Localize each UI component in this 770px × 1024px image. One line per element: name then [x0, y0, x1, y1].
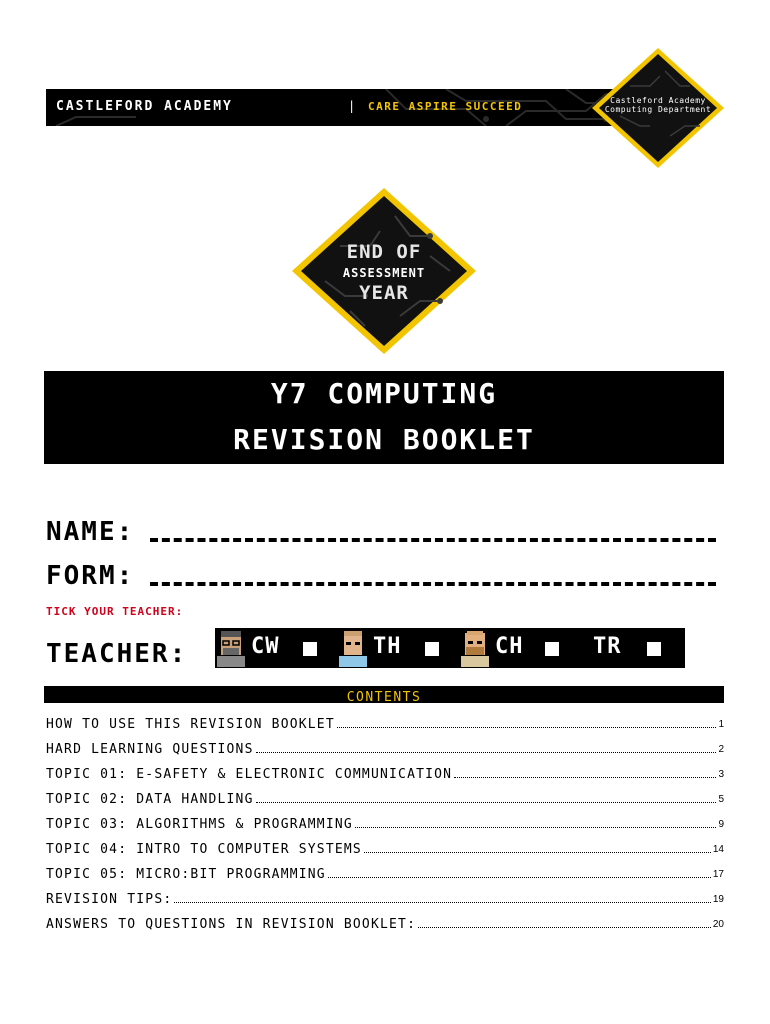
toc-item-title: REVISION TIPS: [46, 892, 173, 907]
teacher-tr-label: TR [593, 634, 622, 659]
teacher-th-label: TH [373, 634, 402, 659]
toc-item[interactable] [46, 807, 724, 832]
toc-item-title: TOPIC 02: DATA HANDLING [46, 792, 254, 807]
toc-item[interactable] [46, 707, 724, 732]
tick-instruction: TICK YOUR TEACHER: [46, 605, 184, 618]
school-name: CASTLEFORD ACADEMY [56, 99, 233, 114]
toc-item[interactable] [46, 782, 724, 807]
toc-item-title: HARD LEARNING QUESTIONS [46, 742, 254, 757]
title-line-2: REVISION BOOKLET [233, 423, 535, 456]
form-label: FORM: [46, 561, 135, 591]
toc-item-title: TOPIC 04: INTRO TO COMPUTER SYSTEMS [46, 842, 362, 857]
teacher-cw-checkbox[interactable] [303, 642, 317, 656]
toc-leader [418, 927, 711, 928]
teacher-avatar-th [337, 629, 369, 667]
toc-item-title: TOPIC 05: MICRO:BIT PROGRAMMING [46, 867, 326, 882]
toc-item-page: 14 [712, 844, 724, 855]
name-label: NAME: [46, 517, 135, 547]
contents-heading [44, 686, 724, 703]
toc-item-page: 3 [718, 769, 724, 780]
toc-leader [256, 752, 717, 753]
department-line-1: Castleford Academy [610, 96, 706, 105]
teacher-tr-checkbox[interactable] [647, 642, 661, 656]
toc-item-page: 1 [718, 719, 724, 730]
teacher-ch-label: CH [495, 634, 524, 659]
toc-item-title: TOPIC 01: E-SAFETY & ELECTRONIC COMMUNICATION [46, 767, 453, 782]
toc-item[interactable] [46, 757, 724, 782]
toc-item-title: HOW TO USE THIS REVISION BOOKLET [46, 717, 335, 732]
badge-line-2: ASSESSMENT [342, 266, 426, 280]
toc-item[interactable] [46, 732, 724, 757]
toc-leader [328, 877, 711, 878]
toc-item-page: 19 [712, 894, 724, 905]
toc-item[interactable] [46, 857, 724, 882]
teacher-label: TEACHER: [46, 639, 188, 669]
teacher-avatar-cw [215, 629, 247, 667]
table-of-contents [46, 707, 724, 932]
toc-item[interactable] [46, 907, 724, 932]
teacher-ch-checkbox[interactable] [545, 642, 559, 656]
toc-leader [364, 852, 711, 853]
teacher-avatar-ch [459, 629, 491, 667]
assessment-badge [290, 186, 478, 356]
toc-leader [454, 777, 716, 778]
badge-line-1: END OF [346, 241, 422, 263]
form-field[interactable] [150, 582, 716, 586]
toc-leader [174, 902, 711, 903]
teacher-th-checkbox[interactable] [425, 642, 439, 656]
toc-item[interactable] [46, 882, 724, 907]
toc-leader [337, 727, 717, 728]
toc-item-title: ANSWERS TO QUESTIONS IN REVISION BOOKLET: [46, 917, 417, 932]
toc-item[interactable] [46, 832, 724, 857]
school-motto: CARE ASPIRE SUCCEED [368, 100, 523, 113]
department-line-2: Computing Department [604, 105, 712, 114]
toc-item-page: 20 [712, 919, 724, 930]
header-banner [46, 89, 666, 126]
toc-leader [355, 827, 717, 828]
header-separator: | [348, 99, 356, 113]
title-line-1: Y7 COMPUTING [270, 377, 498, 410]
name-field[interactable] [150, 538, 716, 542]
title-box [44, 371, 724, 464]
toc-leader [256, 802, 717, 803]
teacher-selector [215, 628, 685, 668]
toc-item-title: TOPIC 03: ALGORITHMS & PROGRAMMING [46, 817, 353, 832]
contents-heading-text: CONTENTS [346, 690, 422, 705]
toc-item-page: 9 [718, 819, 724, 830]
toc-item-page: 17 [712, 869, 724, 880]
department-badge [590, 46, 726, 170]
toc-item-page: 2 [718, 744, 724, 755]
badge-line-3: YEAR [359, 282, 409, 304]
toc-item-page: 5 [718, 794, 724, 805]
teacher-cw-label: CW [251, 634, 280, 659]
